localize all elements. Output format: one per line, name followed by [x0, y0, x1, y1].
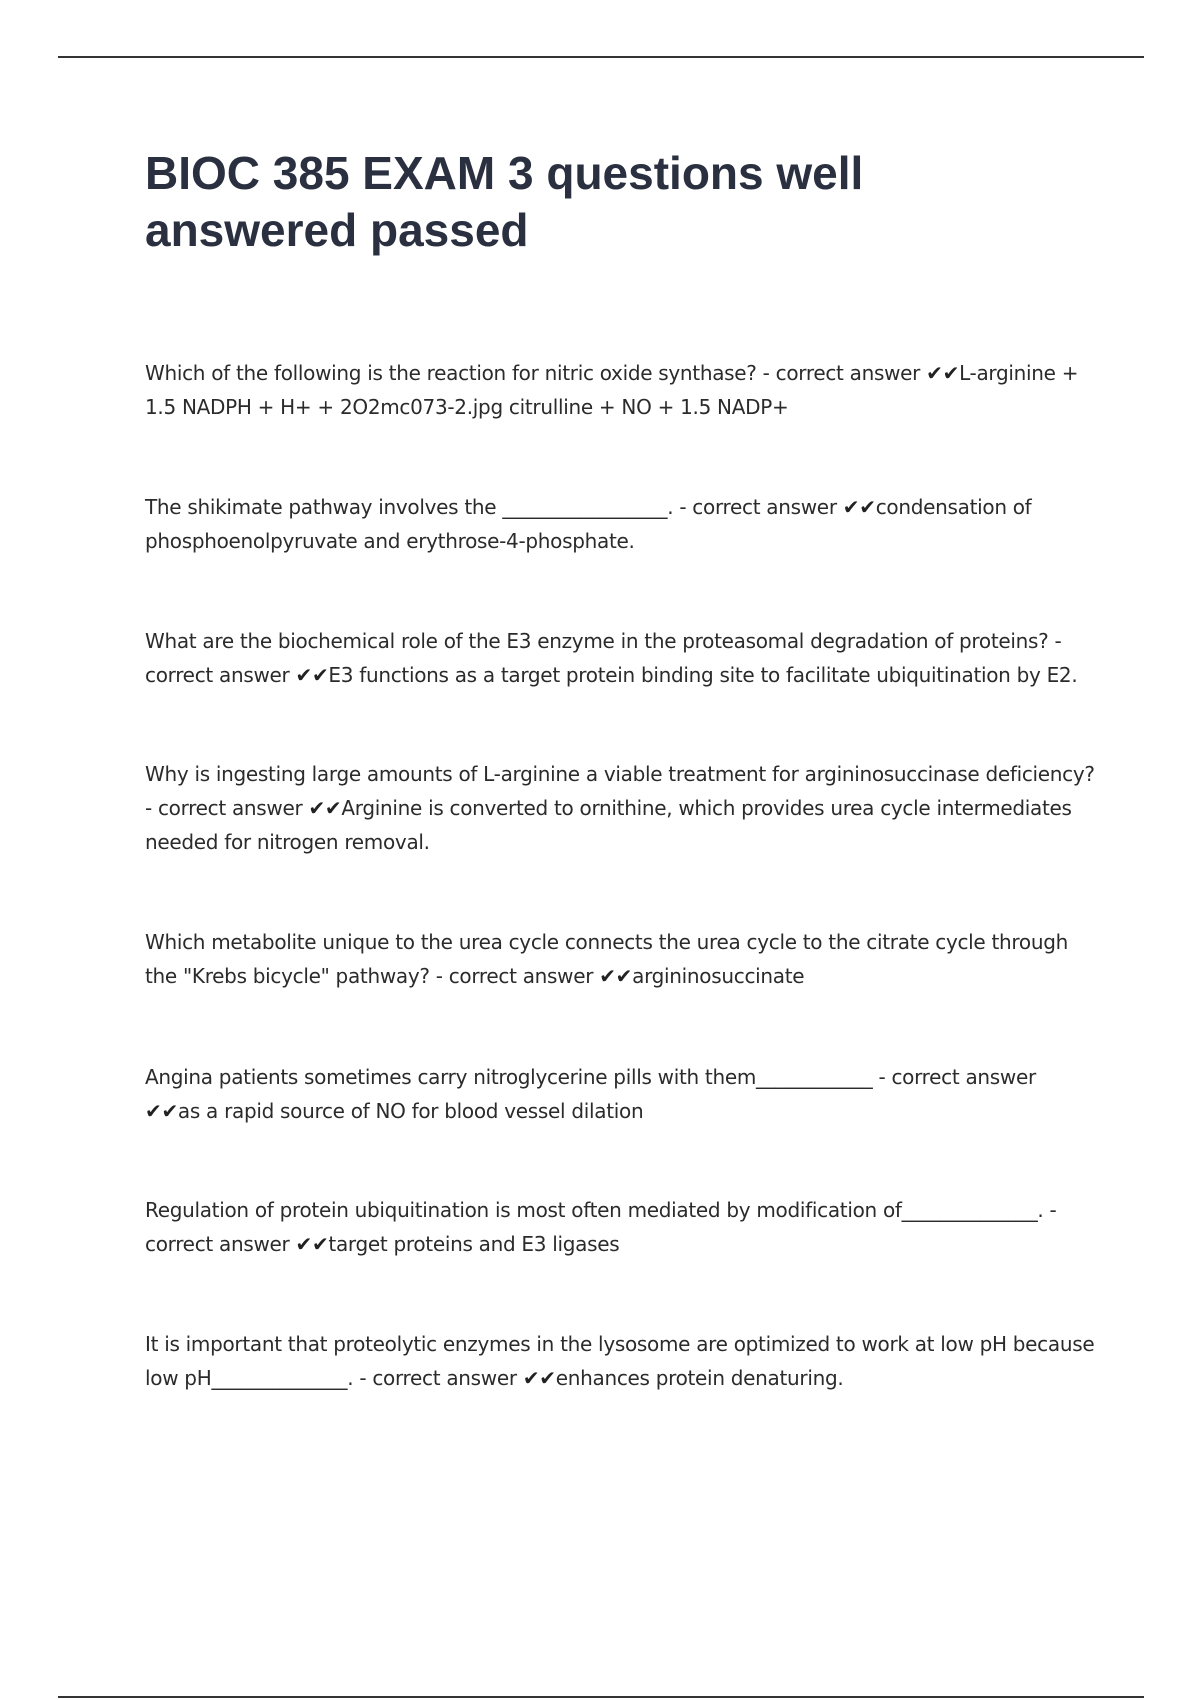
- qa-item: [145, 1060, 1095, 1128]
- check-mark-icon: ✔✔: [145, 1099, 178, 1123]
- page-title: BIOC 385 EXAM 3 questions well answered passed: [145, 147, 864, 256]
- qa-item: [145, 925, 1095, 993]
- qa-item: [145, 490, 1095, 558]
- qa-item: [145, 624, 1095, 692]
- answer-text: condensation of phosphoenolpyruvate and erythrose-4-phosphate.: [145, 495, 1032, 553]
- check-mark-icon: ✔✔: [522, 1366, 556, 1390]
- top-divider: [58, 56, 1144, 58]
- answer-text: E3 functions as a target protein binding site to facilitate ubiquitination by E2.: [328, 663, 1078, 687]
- qa-item: [145, 356, 1095, 424]
- bottom-divider: [58, 1696, 1144, 1698]
- check-mark-icon: ✔✔: [308, 796, 342, 820]
- question-text: The shikimate pathway involves the _________________. - correct answer: [145, 495, 843, 519]
- question-text: Which of the following is the reaction for nitric oxide synthase? - correct answer: [145, 361, 927, 385]
- answer-text: Arginine is converted to ornithine, which provides urea cycle intermediates needed for nitrogen removal.: [145, 796, 1072, 854]
- check-mark-icon: ✔✔: [295, 1232, 329, 1256]
- question-text: Which metabolite unique to the urea cycle connects the urea cycle to the citrate cycle through the "Krebs bicycle" pathway? - correct answer: [145, 930, 1068, 988]
- answer-text: argininosuccinate: [632, 964, 805, 988]
- check-mark-icon: ✔✔: [926, 361, 960, 385]
- qa-item: [145, 1193, 1095, 1261]
- answer-text: as a rapid source of NO for blood vessel dilation: [177, 1099, 644, 1123]
- check-mark-icon: ✔✔: [295, 663, 329, 687]
- answer-text: target proteins and E3 ligases: [328, 1232, 620, 1256]
- question-text: Regulation of protein ubiquitination is most often mediated by modification of______________. - correct answer: [145, 1198, 1057, 1256]
- question-text: It is important that proteolytic enzymes in the lysosome are optimized to work at low pH because low pH______________. - correct answer: [145, 1332, 1095, 1390]
- answer-text: enhances protein denaturing.: [555, 1366, 844, 1390]
- question-text: Why is ingesting large amounts of L-arginine a viable treatment for argininosuccinase deficiency? - correct answer: [145, 762, 1095, 820]
- answer-text: L-arginine + 1.5 NADPH + H+ + 2O2mc073-2.jpg citrulline + NO + 1.5 NADP+: [145, 361, 1079, 419]
- question-text: What are the biochemical role of the E3 enzyme in the proteasomal degradation of proteins? - correct answer: [145, 629, 1062, 687]
- qa-item: [145, 757, 1095, 859]
- check-mark-icon: ✔✔: [599, 964, 633, 988]
- check-mark-icon: ✔✔: [842, 495, 876, 519]
- question-text: Angina patients sometimes carry nitroglycerine pills with them____________ - correct answer: [145, 1065, 1036, 1089]
- qa-item: [145, 1327, 1095, 1395]
